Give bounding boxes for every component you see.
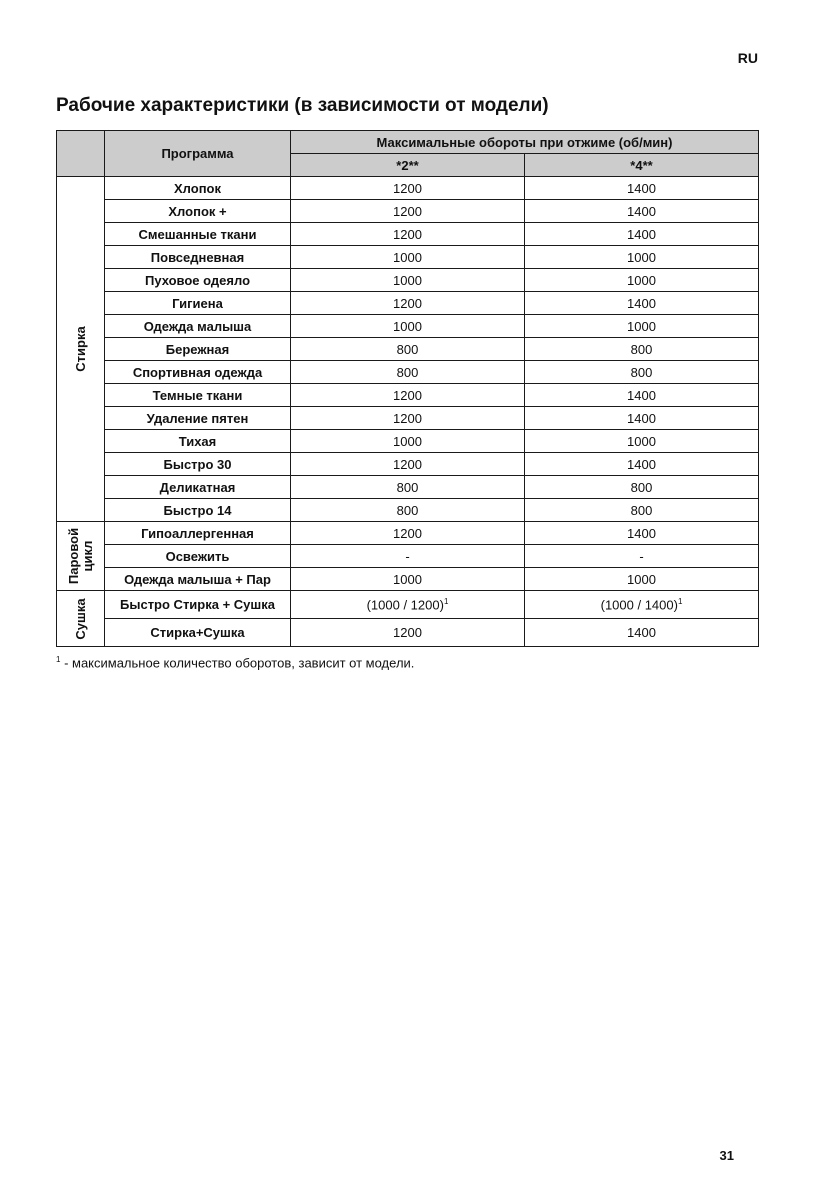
- footnote-mark: 1: [56, 655, 61, 664]
- program-name: Темные ткани: [105, 384, 291, 407]
- speed-value: 1000: [393, 249, 422, 265]
- speed-value-cell: [525, 545, 759, 568]
- group-label-cell: [57, 591, 105, 647]
- speed-value-cell: [525, 315, 759, 338]
- speed-value-cell: [525, 177, 759, 200]
- speed-value: -: [405, 548, 410, 564]
- speed-value: 1400: [627, 203, 656, 219]
- speed-value: 1000: [627, 249, 656, 265]
- page-title: Рабочие характеристики (в зависимости от модели): [56, 95, 549, 116]
- page-number: 31: [719, 1148, 734, 1163]
- speed-value-cell: [291, 545, 525, 568]
- table-row: [57, 361, 759, 384]
- table-row: [57, 499, 759, 522]
- speed-value: 1400: [627, 456, 656, 472]
- footnote-ref: 1: [677, 596, 683, 606]
- speed-value-cell: [291, 522, 525, 545]
- table-row: [57, 522, 759, 545]
- speed-value-cell: [525, 619, 759, 647]
- program-header: Программа: [105, 131, 291, 177]
- speed-value: 1000: [393, 318, 422, 334]
- speed-value: 1200: [393, 203, 422, 219]
- speed-value: 1000: [393, 571, 422, 587]
- speed-value-cell: [291, 315, 525, 338]
- program-name: Хлопок +: [105, 200, 291, 223]
- program-name: Спортивная одежда: [105, 361, 291, 384]
- speed-value-cell: [291, 430, 525, 453]
- speed-value: 1000: [627, 433, 656, 449]
- speed-value: 800: [396, 341, 419, 357]
- speed-value: -: [639, 548, 644, 564]
- model-col-header: *4**: [525, 154, 759, 177]
- table-row: [57, 407, 759, 430]
- table-row: [57, 246, 759, 269]
- speed-value: 1200: [393, 387, 422, 403]
- speed-value-cell: [525, 269, 759, 292]
- speed-value-cell: [291, 568, 525, 591]
- program-name: Освежить: [105, 545, 291, 568]
- speed-value: 1400: [627, 625, 656, 640]
- program-name: Гипоаллергенная: [105, 522, 291, 545]
- speed-value-cell: [525, 200, 759, 223]
- language-label: RU: [737, 50, 758, 66]
- group-label-steam: [67, 528, 95, 584]
- table-row: [57, 430, 759, 453]
- speed-value: 1000: [627, 272, 656, 288]
- speed-value-cell: [291, 407, 525, 430]
- speed-value: 800: [630, 479, 653, 495]
- table-row: [57, 177, 759, 200]
- program-name: Бережная: [105, 338, 291, 361]
- table-row: [57, 619, 759, 647]
- group-label-cell: [57, 177, 105, 522]
- speed-value-cell: [525, 223, 759, 246]
- spin-speed-table: [56, 130, 759, 647]
- program-name: Быстро 30: [105, 453, 291, 476]
- program-name: Стирка+Сушка: [105, 619, 291, 647]
- group-label-line: цикл: [79, 540, 95, 572]
- speed-value: (1000 / 1400): [600, 597, 678, 613]
- program-name: Пуховое одеяло: [105, 269, 291, 292]
- speed-value: 1200: [393, 456, 422, 472]
- speed-value-cell: [291, 591, 525, 619]
- group-label-wash: Стирка: [72, 326, 88, 372]
- speed-value: 800: [396, 479, 419, 495]
- footnote-text: - максимальное количество оборотов, зависит от модели.: [60, 655, 415, 671]
- speed-value: 800: [630, 364, 653, 380]
- speed-value-cell: [291, 292, 525, 315]
- program-name: Деликатная: [105, 476, 291, 499]
- speed-value: 1200: [393, 525, 422, 541]
- speed-value-cell: [525, 384, 759, 407]
- speed-value: 1400: [627, 295, 656, 311]
- group-label-cell: [57, 522, 105, 591]
- program-name: Хлопок: [105, 177, 291, 200]
- speed-value: 1000: [627, 571, 656, 587]
- speed-value-cell: [291, 619, 525, 647]
- program-name: Гигиена: [105, 292, 291, 315]
- table-row: [57, 315, 759, 338]
- speed-value-cell: [525, 407, 759, 430]
- speed-value: 1400: [627, 410, 656, 426]
- table-row: [57, 223, 759, 246]
- speed-value-cell: [525, 338, 759, 361]
- speed-value-cell: [525, 522, 759, 545]
- speed-value-cell: [291, 476, 525, 499]
- table-row: [57, 292, 759, 315]
- table-row: [57, 476, 759, 499]
- footnote: [56, 655, 414, 670]
- speed-value-cell: [525, 292, 759, 315]
- program-name: Смешанные ткани: [105, 223, 291, 246]
- speed-value-cell: [525, 246, 759, 269]
- speed-value-cell: [525, 476, 759, 499]
- speed-value: 1000: [393, 272, 422, 288]
- footnote-ref: 1: [443, 596, 449, 606]
- speed-value: 800: [630, 341, 653, 357]
- table-row: [57, 269, 759, 292]
- program-name: Повседневная: [105, 246, 291, 269]
- speed-value: 1200: [393, 295, 422, 311]
- speed-value: 1000: [393, 433, 422, 449]
- speed-value: 1200: [393, 410, 422, 426]
- speed-value: 1400: [627, 226, 656, 242]
- speed-value-cell: [291, 453, 525, 476]
- program-name: Одежда малыша + Пар: [105, 568, 291, 591]
- speed-value: 800: [630, 502, 653, 518]
- table-row: [57, 591, 759, 619]
- speed-value: 1400: [627, 387, 656, 403]
- program-name: Быстро 14: [105, 499, 291, 522]
- table-row: [57, 453, 759, 476]
- program-name: Удаление пятен: [105, 407, 291, 430]
- speed-value-cell: [525, 499, 759, 522]
- table-row: [57, 545, 759, 568]
- speed-value-cell: [291, 361, 525, 384]
- program-name: Тихая: [105, 430, 291, 453]
- group-label-line: Паровой: [65, 527, 81, 585]
- speed-value-cell: [291, 200, 525, 223]
- speed-value: 1200: [393, 226, 422, 242]
- speed-value-cell: [291, 223, 525, 246]
- speed-value-cell: [291, 246, 525, 269]
- speed-value-cell: [291, 499, 525, 522]
- speed-value-cell: [291, 384, 525, 407]
- speed-value-cell: [525, 430, 759, 453]
- program-name: Быстро Стирка + Сушка: [105, 591, 291, 619]
- speed-value-cell: [291, 269, 525, 292]
- group-header-cell: [57, 131, 105, 177]
- speed-value-cell: [525, 361, 759, 384]
- table-row: [57, 384, 759, 407]
- speed-value: 1200: [393, 625, 422, 640]
- speed-value: 1400: [627, 180, 656, 196]
- speed-value-cell: [525, 568, 759, 591]
- speed-header: Максимальные обороты при отжиме (об/мин): [291, 131, 759, 154]
- table-row: [57, 200, 759, 223]
- speed-value: 1000: [627, 318, 656, 334]
- program-name: Одежда малыша: [105, 315, 291, 338]
- group-label-dry: Сушка: [72, 597, 88, 640]
- speed-value-cell: [525, 591, 759, 619]
- speed-value-cell: [291, 177, 525, 200]
- speed-value: 1400: [627, 525, 656, 541]
- table-row: [57, 568, 759, 591]
- model-col-header: *2**: [291, 154, 525, 177]
- speed-value: 800: [396, 364, 419, 380]
- speed-value-cell: [291, 338, 525, 361]
- speed-value-cell: [525, 453, 759, 476]
- speed-value: (1000 / 1200): [366, 597, 444, 613]
- speed-value: 1200: [393, 180, 422, 196]
- table-row: [57, 338, 759, 361]
- speed-value: 800: [396, 502, 419, 518]
